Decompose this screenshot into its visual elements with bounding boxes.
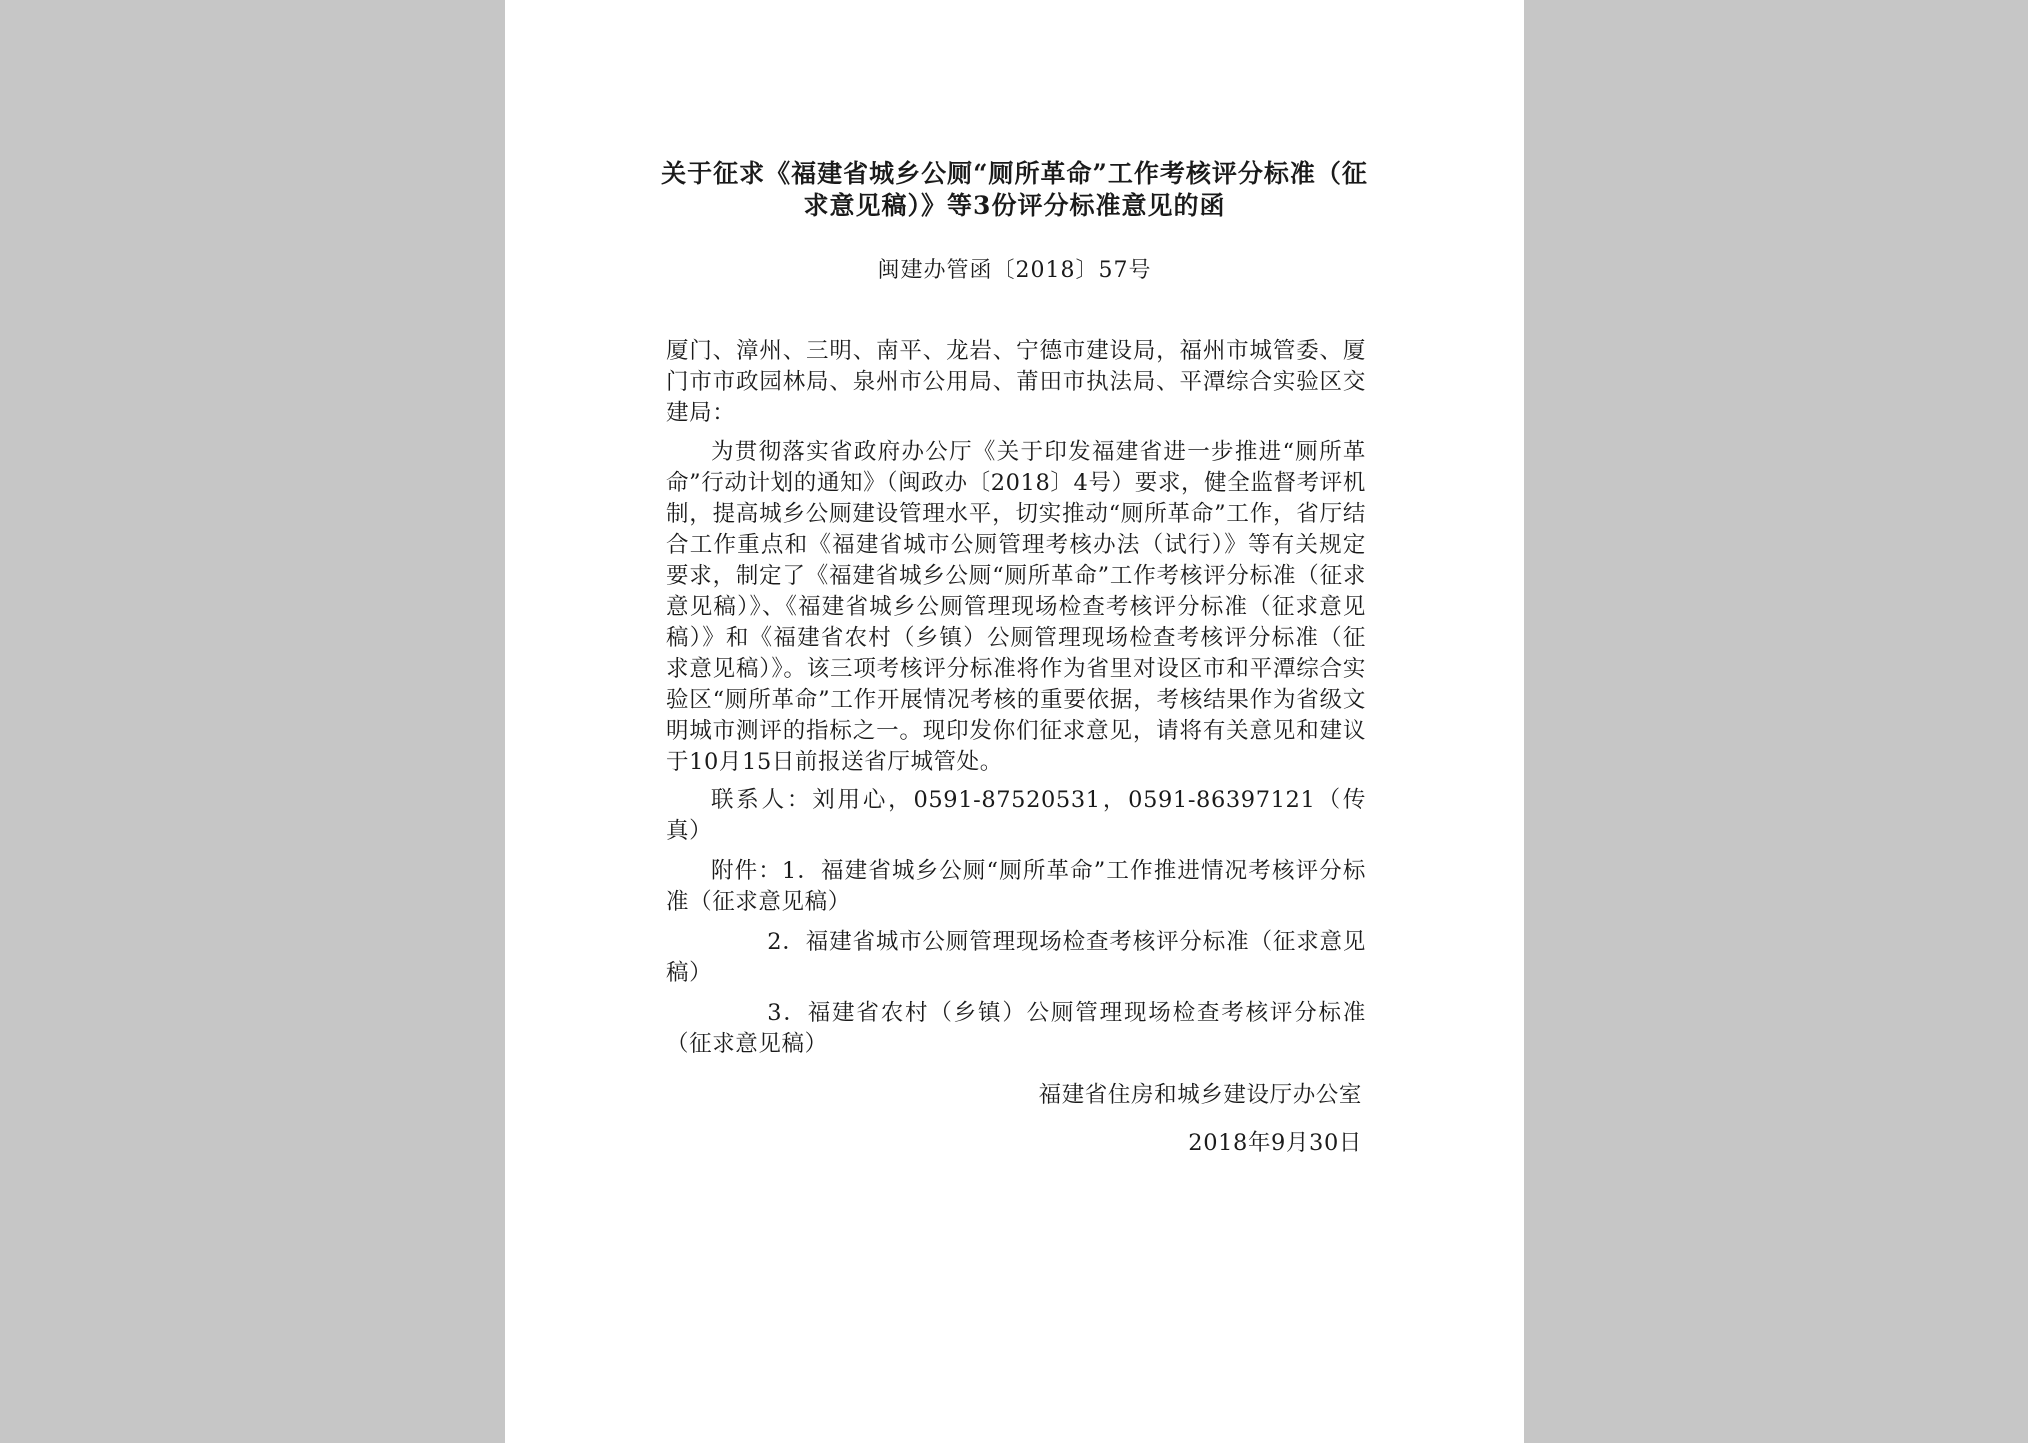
document-page: [505, 0, 1524, 1443]
addressee-paragraph: 厦门、漳州、三明、南平、龙岩、宁德市建设局，福州市城管委、厦门市市政园林局、泉州市公用局、莆田市执法局、平潭综合实验区交建局：: [666, 338, 1366, 426]
attachment-item-1: 附件：1．福建省城乡公厕“厕所革命”工作推进情况考核评分标准（征求意见稿）: [666, 858, 1366, 915]
body-paragraph: 为贯彻落实省政府办公厅《关于印发福建省进一步推进“厕所革命”行动计划的通知》（闽政办〔2018〕4号）要求，健全监督考评机制，提高城乡公厕建设管理水平，切实推动“厕所革命”工作，省厅结合工作重点和《福建省城市公厕管理考核办法（试行）》等有关规定要求，制定了《福建省城乡公厕“厕所革命”工作考核评分标准（征求意见稿）》、《福建省城乡公厕管理现场检查考核评分标准（征求意见稿）》和《福建省农村（乡镇）公厕管理现场检查考核评分标准（征求意见稿）》。该三项考核评分标准将作为省里对设区市和平潭综合实验区“厕所革命”工作开展情况考核的重要依据，考核结果作为省级文明城市测评的指标之一。现印发你们征求意见，请将有关意见和建议于10月15日前报送省厅城管处。: [666, 439, 1366, 775]
document-number: 闽建办管函〔2018〕57号: [877, 258, 1152, 283]
attachment-item-3: 3．福建省农村（乡镇）公厕管理现场检查考核评分标准（征求意见稿）: [666, 1000, 1366, 1057]
issuer-name: 福建省住房和城乡建设厅办公室: [1038, 1082, 1362, 1108]
attachment-item-2: 2．福建省城市公厕管理现场检查考核评分标准（征求意见稿）: [666, 929, 1366, 986]
document-content: [666, 336, 1366, 1060]
signature-block: [1039, 1080, 1362, 1176]
contact-line: 联系人：刘用心，0591-87520531，0591-86397121（传真）: [666, 787, 1366, 844]
issue-date: 2018年9月30日: [1188, 1130, 1362, 1156]
document-title: 关于征求《福建省城乡公厕“厕所革命”工作考核评分标准（征求意见稿）》等3份评分标准意见的函: [661, 159, 1368, 220]
